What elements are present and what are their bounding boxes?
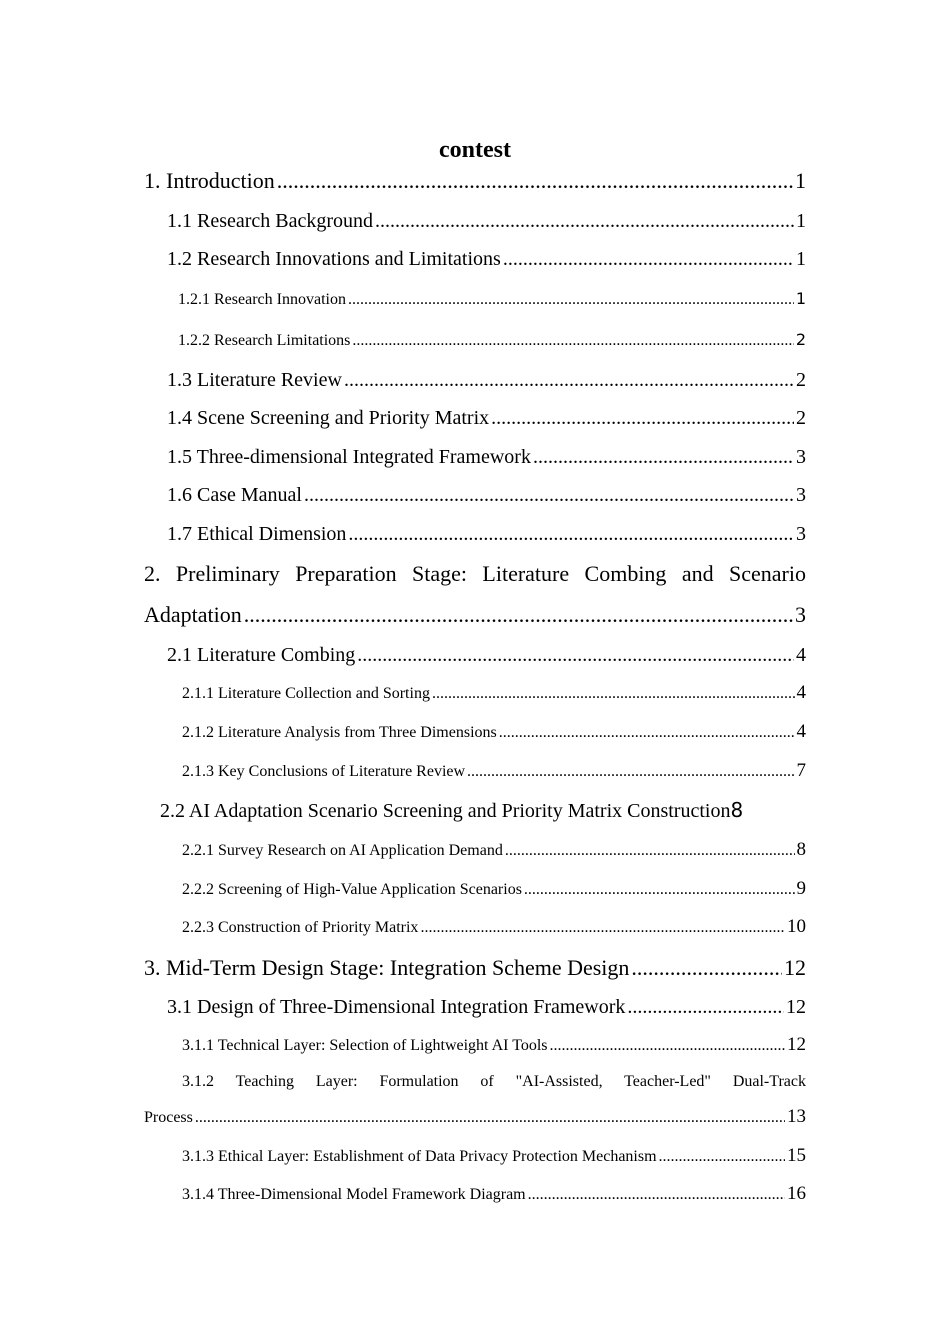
- toc-entry-text: 2.1.3 Key Conclusions of Literature Review: [182, 763, 466, 780]
- toc-entry-page: 7: [796, 761, 806, 781]
- toc-entry-page: 10: [787, 917, 806, 937]
- toc-entry-page: 2: [795, 330, 806, 349]
- toc-entry-page: 1: [796, 248, 806, 270]
- toc-entry-text: 1.3 Literature Review: [167, 369, 342, 391]
- toc-entry-text: 3.1.3 Ethical Layer: Establishment of Data Privacy Protection Mechanism: [182, 1148, 657, 1165]
- toc-entry-text: 2.2.2 Screening of High-Value Application Scenarios: [182, 881, 522, 898]
- toc-leader: [631, 955, 782, 981]
- toc-entry[interactable]: [167, 522, 806, 546]
- toc-entry[interactable]: [182, 840, 806, 861]
- toc-entry[interactable]: [167, 368, 806, 392]
- toc-entry[interactable]: [167, 643, 806, 667]
- toc-entry[interactable]: [167, 247, 806, 271]
- toc-leader: [524, 880, 795, 900]
- toc-entry[interactable]: [182, 1035, 806, 1056]
- toc-entry-page: 8: [796, 840, 806, 860]
- toc-entry[interactable]: [182, 761, 806, 782]
- toc-entry-text: 2.1.1 Literature Collection and Sorting: [182, 685, 430, 702]
- toc-leader: [348, 522, 794, 546]
- toc-entry-page: 2: [796, 369, 806, 391]
- toc-entry-wrapped-line[interactable]: 3.1.2 Teaching Layer: Formulation of "AI-Assisted, Teacher-Led" Dual-Track: [182, 1073, 806, 1090]
- toc-leader: [304, 483, 794, 507]
- toc-entry-text: 1.5 Three-dimensional Integrated Framework: [167, 446, 531, 468]
- toc-entry-text: 1.2.1 Research Innovation: [178, 291, 346, 308]
- toc-entry-text: 2.1 Literature Combing: [167, 644, 356, 666]
- toc-entry-page: 12: [786, 996, 806, 1018]
- toc-leader: [277, 168, 793, 194]
- toc-entry[interactable]: [167, 483, 806, 507]
- toc-leader: [432, 684, 795, 704]
- toc-entry-page: 3: [796, 446, 806, 468]
- toc-entry-page: 1: [795, 168, 806, 193]
- toc-entry-text: Process: [144, 1109, 193, 1126]
- toc-entry-page: 15: [787, 1146, 806, 1166]
- toc-entry[interactable]: [167, 406, 806, 430]
- toc-leader: [244, 602, 793, 628]
- toc-entry[interactable]: [160, 798, 808, 823]
- toc-entry[interactable]: [182, 1146, 806, 1167]
- toc-entry[interactable]: [178, 330, 806, 351]
- toc-entry-page: 3: [796, 484, 806, 506]
- toc-leader: [659, 1147, 785, 1167]
- toc-entry[interactable]: [167, 209, 806, 233]
- toc-entry-text: 1.1 Research Background: [167, 210, 374, 232]
- toc-leader: [503, 247, 794, 271]
- toc-entry-page: 1: [795, 289, 806, 308]
- toc-entry-text: 1.2 Research Innovations and Limitations: [167, 248, 501, 270]
- toc-entry[interactable]: [144, 955, 806, 981]
- toc-entry-text: 2.2 AI Adaptation Scenario Screening and Priority Matrix Construction: [160, 800, 731, 822]
- toc-entry-text: 1.2.2 Research Limitations: [178, 332, 351, 349]
- toc-entry-page: 3: [795, 602, 806, 627]
- toc-entry-page: 2: [796, 407, 806, 429]
- toc-entry-text: 2.2.1 Survey Research on AI Application Demand: [182, 842, 503, 859]
- toc-entry-text: 1. Introduction: [144, 168, 275, 193]
- toc-title: contest: [439, 137, 511, 163]
- toc-leader: [357, 643, 794, 667]
- toc-entry-page: 12: [784, 955, 806, 980]
- toc-entry-text: 1.7 Ethical Dimension: [167, 523, 347, 545]
- toc-entry-page: 13: [787, 1107, 806, 1127]
- toc-leader: [420, 918, 785, 938]
- toc-leader: [467, 762, 794, 782]
- toc-entry[interactable]: [182, 1184, 806, 1205]
- toc-entry[interactable]: [178, 289, 806, 310]
- toc-leader: [550, 1036, 785, 1056]
- toc-entry-text: 3.1 Design of Three-Dimensional Integration Framework: [167, 996, 626, 1018]
- toc-entry-page: 3: [796, 523, 806, 545]
- toc-entry[interactable]: [167, 445, 806, 469]
- toc-leader: [195, 1108, 785, 1128]
- toc-leader: [627, 995, 784, 1019]
- toc-entry-text: 1.4 Scene Screening and Priority Matrix: [167, 407, 490, 429]
- toc-entry-page: 4: [796, 644, 806, 666]
- toc-entry[interactable]: [182, 683, 806, 704]
- toc-entry-wrapped-line[interactable]: 2. Preliminary Preparation Stage: Literature Combing and Scenario: [144, 561, 806, 586]
- toc-leader: [499, 723, 795, 743]
- toc-entry-text: 3.1.4 Three-Dimensional Model Framework Diagram: [182, 1186, 526, 1203]
- toc-leader: [352, 331, 793, 351]
- toc-entry[interactable]: [182, 917, 806, 938]
- toc-entry-page: 8: [730, 798, 744, 822]
- toc-leader: [375, 209, 794, 233]
- toc-entry[interactable]: [182, 722, 806, 743]
- toc-leader: [528, 1185, 785, 1205]
- toc-leader: [505, 841, 795, 861]
- toc-entry[interactable]: [182, 879, 806, 900]
- toc-entry-text: 2.1.2 Literature Analysis from Three Dimensions: [182, 724, 497, 741]
- toc-entry-text: 1.6 Case Manual: [167, 484, 302, 506]
- toc-entry[interactable]: [144, 1107, 806, 1128]
- toc-entry-page: 4: [796, 722, 806, 742]
- toc-entry-page: 16: [787, 1184, 806, 1204]
- toc-entry-page: 9: [796, 879, 806, 899]
- toc-entry-text: 3.1.1 Technical Layer: Selection of Lightweight AI Tools: [182, 1037, 548, 1054]
- toc-entry-text: 2.2.3 Construction of Priority Matrix: [182, 919, 419, 936]
- toc-leader: [344, 368, 794, 392]
- toc-entry-text: Adaptation: [144, 602, 242, 627]
- toc-entry[interactable]: [144, 602, 806, 628]
- toc-entry-page: 4: [796, 683, 806, 703]
- toc-leader: [533, 445, 794, 469]
- toc-entry[interactable]: [167, 995, 806, 1019]
- toc-entry-page: 1: [796, 210, 806, 232]
- toc-entry-page: 12: [787, 1035, 806, 1055]
- toc-entry[interactable]: [144, 168, 806, 194]
- toc-leader: [491, 406, 794, 430]
- toc-entry-text: 3. Mid-Term Design Stage: Integration Scheme Design: [144, 955, 630, 980]
- toc-leader: [348, 290, 794, 310]
